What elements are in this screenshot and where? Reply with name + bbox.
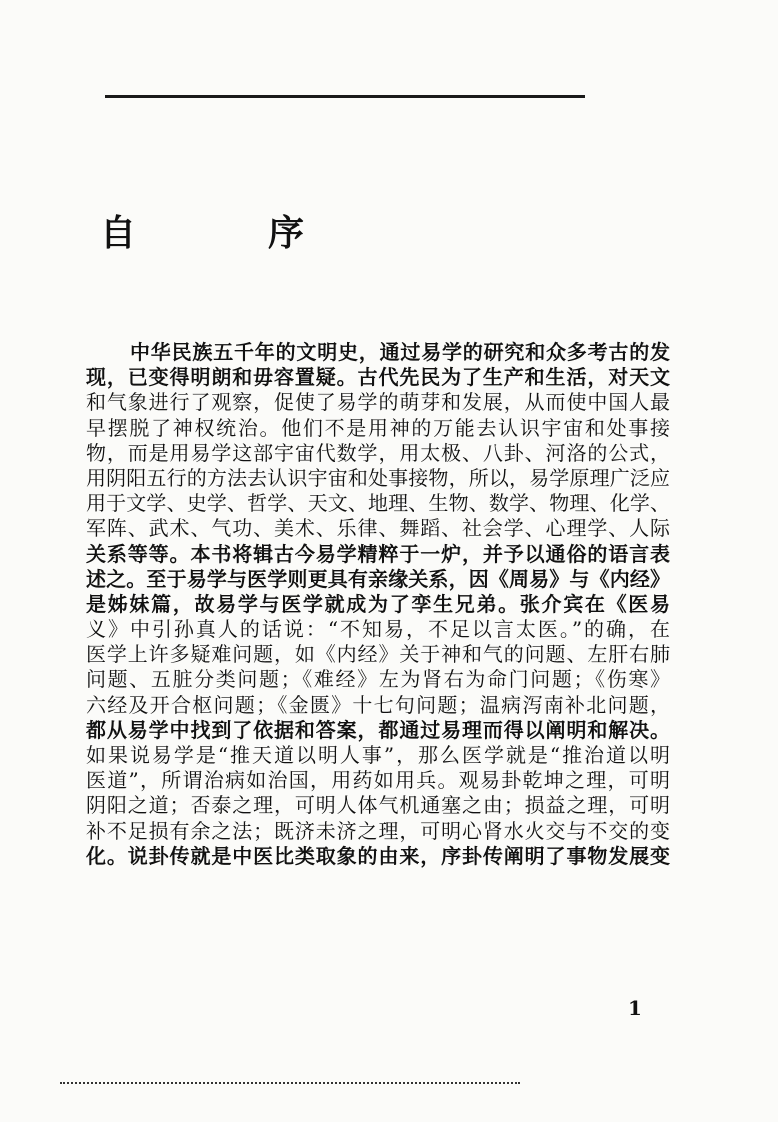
text-line: 问题、五脏分类问题；《难经》左为肾右为命门问题；《伤寒》 xyxy=(86,667,670,692)
text-line: 是姊妹篇，故易学与医学就成为了孪生兄弟。张介宾在《医易 xyxy=(86,591,670,616)
preface-body xyxy=(86,340,670,869)
text-line: 中华民族五千年的文明史，通过易学的研究和众多考古的发 xyxy=(130,340,670,364)
text-line: 物，而是用易学这部宇宙代数学，用太极、八卦、河洛的公式， xyxy=(86,440,670,465)
text-line: 补不足损有余之法；既济未济之理，可明心肾水火交与不交的变 xyxy=(86,818,670,843)
text-line: 阴阳之道；否泰之理，可明人体气机通塞之由；损益之理，可明 xyxy=(86,793,670,818)
text-line: 医学上许多疑难问题，如《内经》关于神和气的问题、左肝右肺 xyxy=(86,642,670,667)
text-line: 义》中引孙真人的话说：“不知易，不足以言太医。”的确，在 xyxy=(86,617,670,642)
page-number: 1 xyxy=(628,996,642,1020)
text-line: 化。说卦传就是中医比类取象的由来，序卦传阐明了事物发展变 xyxy=(86,843,670,868)
text-line: 如果说易学是“推天道以明人事”，那么医学就是“推治道以明 xyxy=(86,743,670,767)
text-line: 用于文学、史学、哲学、天文、地理、生物、数学、物理、化学、 xyxy=(86,491,670,516)
text-line: 用阴阳五行的方法去认识宇宙和处事接物，所以，易学原理广泛应 xyxy=(86,465,670,490)
text-line: 现，已变得明朗和毋容置疑。古代先民为了生产和生活，对天文 xyxy=(86,365,670,390)
text-line: 医道”，所谓治病如治国，用药如用兵。观易卦乾坤之理，可明 xyxy=(86,768,670,793)
text-line: 六经及开合枢问题；《金匮》十七句问题；温病泻南补北问题， xyxy=(86,692,670,717)
text-line: 早摆脱了神权统治。他们不是用神的万能去认识宇宙和处事接 xyxy=(86,415,670,440)
bottom-rule xyxy=(60,1082,520,1084)
text-line: 关系等等。本书将辑古今易学精粹于一炉，并予以通俗的语言表 xyxy=(86,541,670,566)
text-line: 军阵、武术、气功、美术、乐律、舞蹈、社会学、心理学、人际 xyxy=(86,516,670,541)
page-title: 自 序 xyxy=(100,212,353,254)
text-line: 述之。至于易学与医学则更具有亲缘关系，因《周易》与《内经》 xyxy=(86,566,670,591)
top-rule xyxy=(105,95,585,98)
text-line: 和气象进行了观察，促使了易学的萌芽和发展，从而使中国人最 xyxy=(86,390,670,415)
text-line: 都从易学中找到了依据和答案，都通过易理而得以阐明和解决。 xyxy=(86,717,670,742)
